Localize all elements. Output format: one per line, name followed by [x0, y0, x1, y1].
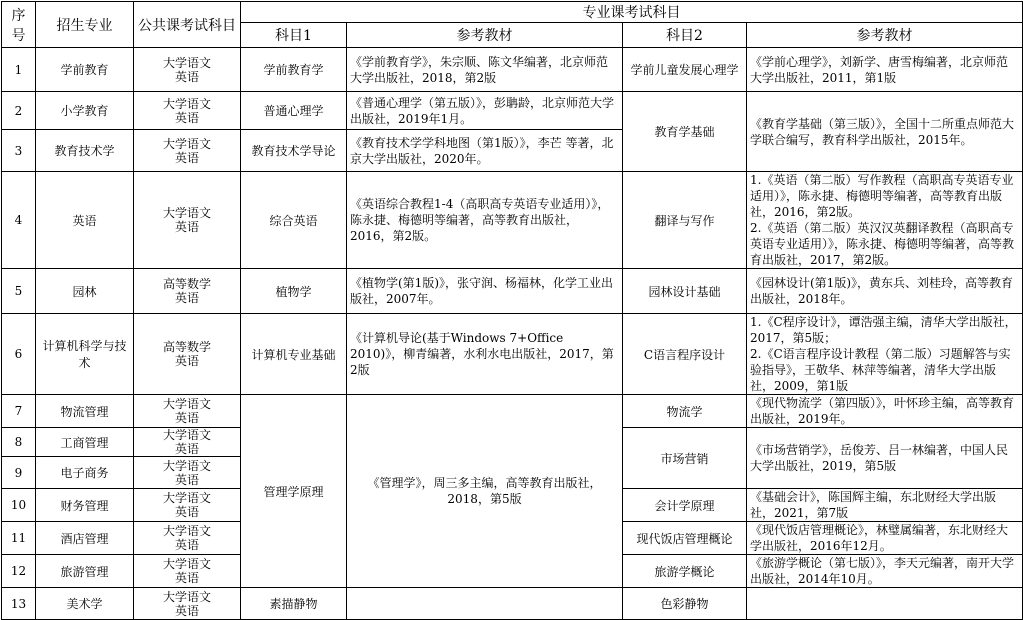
row-subject1: 植物学 [241, 269, 347, 314]
row-major: 小学教育 [36, 92, 134, 130]
row-public: 大学语文 英语 [134, 588, 241, 620]
row-no: 8 [2, 428, 36, 457]
row-subject2: 旅游学概论 [623, 555, 747, 588]
row-no: 11 [2, 522, 36, 555]
row-ref1: 《英语综合教程1-4（高职高专英语专业适用）》，陈永捷、梅德明等编著，高等教育出版社，2016，第2版。 [347, 172, 623, 269]
row-ref1: 《普通心理学（第五版）》，彭聃龄，北京师范大学出版社，2019年1月。 [347, 92, 623, 130]
row-no: 4 [2, 172, 36, 269]
row-subject2: 教育学基础 [623, 92, 747, 172]
row-major: 酒店管理 [36, 522, 134, 555]
table-row [2, 172, 1023, 269]
table-row [2, 269, 1023, 314]
row-major: 学前教育 [36, 48, 134, 92]
row-subject1: 普通心理学 [241, 92, 347, 130]
row-no: 2 [2, 92, 36, 130]
header-ref2: 参考教材 [747, 23, 1023, 48]
row-ref2: 《市场营销学》，岳俊芳、吕一林编著，中国人民大学出版社，2019，第5版 [747, 428, 1023, 489]
table-row [2, 314, 1023, 395]
row-ref1: 《教育技术学学科地图（第1版）》，李芒 等著，北京大学出版社，2020年。 [347, 130, 623, 172]
row-no: 1 [2, 48, 36, 92]
row-major: 物流管理 [36, 395, 134, 428]
row-major: 工商管理 [36, 428, 134, 457]
row-ref2: 《学前心理学》，刘新学、唐雪梅编著，北京师范大学出版社，2011，第1版 [747, 48, 1023, 92]
row-no: 9 [2, 457, 36, 489]
row-public: 大学语文 英语 [134, 457, 241, 489]
header-major: 招生专业 [36, 2, 134, 48]
row-subject2: 会计学原理 [623, 489, 747, 522]
row-public: 大学语文 英语 [134, 489, 241, 522]
header-seq: 序号 [2, 2, 36, 48]
row-ref1: 《学前教育学》，朱宗顺、陈文华编著，北京师范大学出版社，2018，第2版 [347, 48, 623, 92]
row-public: 大学语文 英语 [134, 172, 241, 269]
row-subject1: 综合英语 [241, 172, 347, 269]
row-public: 大学语文 英语 [134, 428, 241, 457]
row-subject2: C语言程序设计 [623, 314, 747, 395]
row-ref2: 1.《C程序设计》，谭浩强主编，清华大学出版社，2017，第5版； 2.《C语言程序设计教程（第二版）习题解答与实验指导》，王敬华、林萍等编著，清华大学出版社，2009，第1版 [747, 314, 1023, 395]
row-ref1 [347, 588, 623, 620]
row-ref2: 《旅游学概论（第七版）》，李天元编著，南开大学出版社，2014年10月。 [747, 555, 1023, 588]
row-ref2: 《现代物流学（第四版）》，叶怀珍主编，高等教育出版社，2019年。 [747, 395, 1023, 428]
row-public: 高等数学 英语 [134, 314, 241, 395]
row-public: 大学语文 英语 [134, 395, 241, 428]
row-major: 旅游管理 [36, 555, 134, 588]
row-major: 电子商务 [36, 457, 134, 489]
row-ref2: 1.《英语（第二版）写作教程（高职高专英语专业适用）》，陈永捷、梅德明等编著，高等教育出版社，2016，第2版。 2.《英语（第二版）英汉汉英翻译教程（高职高专英语专业适用）》，陈永捷、梅德明等编著，高等教育出版社，2017，第2版。 [747, 172, 1023, 269]
row-no: 10 [2, 489, 36, 522]
header-professional: 专业课考试科目 [241, 2, 1023, 23]
row-subject2: 现代饭店管理概论 [623, 522, 747, 555]
table-row [2, 48, 1023, 92]
exam-subjects-table [1, 1, 1023, 620]
row-no: 12 [2, 555, 36, 588]
row-major: 计算机科学与技术 [36, 314, 134, 395]
row-no: 5 [2, 269, 36, 314]
row-public: 大学语文 英语 [134, 130, 241, 172]
row-subject1: 教育技术学导论 [241, 130, 347, 172]
header-subject1: 科目1 [241, 23, 347, 48]
row-subject2: 市场营销 [623, 428, 747, 489]
row-subject1: 计算机专业基础 [241, 314, 347, 395]
row-public: 大学语文 英语 [134, 522, 241, 555]
row-public: 大学语文 英语 [134, 92, 241, 130]
row-subject2: 物流学 [623, 395, 747, 428]
row-no: 7 [2, 395, 36, 428]
row-ref2: 《现代饭店管理概论》，林璧属编著，东北财经大学出版社，2016年12月。 [747, 522, 1023, 555]
table-row [2, 92, 1023, 130]
row-major: 英语 [36, 172, 134, 269]
header-ref1: 参考教材 [347, 23, 623, 48]
row-major: 教育技术学 [36, 130, 134, 172]
row-major: 美术学 [36, 588, 134, 620]
row-subject1: 学前教育学 [241, 48, 347, 92]
row-no: 3 [2, 130, 36, 172]
row-ref2 [747, 588, 1023, 620]
table-row [2, 588, 1023, 620]
row-ref2: 《基础会计》，陈国辉主编，东北财经大学出版社，2021，第7版 [747, 489, 1023, 522]
row-subject1: 素描静物 [241, 588, 347, 620]
row-subject2: 色彩静物 [623, 588, 747, 620]
row-subject1: 管理学原理 [241, 395, 347, 588]
row-ref1: 《管理学》，周三多主编，高等教育出版社，2018，第5版 [347, 395, 623, 588]
row-ref1: 《计算机导论(基于Windows 7+Office 2010)》，柳青编著，水利水电出版社，2017，第2版 [347, 314, 623, 395]
row-ref1: 《植物学(第1版)》，张守润、杨福林，化学工业出版社，2007年。 [347, 269, 623, 314]
row-subject2: 园林设计基础 [623, 269, 747, 314]
row-no: 6 [2, 314, 36, 395]
row-public: 大学语文 英语 [134, 48, 241, 92]
row-no: 13 [2, 588, 36, 620]
row-ref2: 《园林设计(第1版)》，黄东兵、刘桂玲，高等教育出版社，2018年。 [747, 269, 1023, 314]
row-public: 大学语文 英语 [134, 555, 241, 588]
row-major: 财务管理 [36, 489, 134, 522]
row-major: 园林 [36, 269, 134, 314]
row-subject2: 翻译与写作 [623, 172, 747, 269]
header-public-subjects: 公共课考试科目 [134, 2, 241, 48]
table-row [2, 395, 1023, 428]
row-public: 高等数学 英语 [134, 269, 241, 314]
row-subject2: 学前儿童发展心理学 [623, 48, 747, 92]
header-subject2: 科目2 [623, 23, 747, 48]
row-ref2: 《教育学基础（第三版）》，全国十二所重点师范大学联合编写，教育科学出版社，2015年。 [747, 92, 1023, 172]
